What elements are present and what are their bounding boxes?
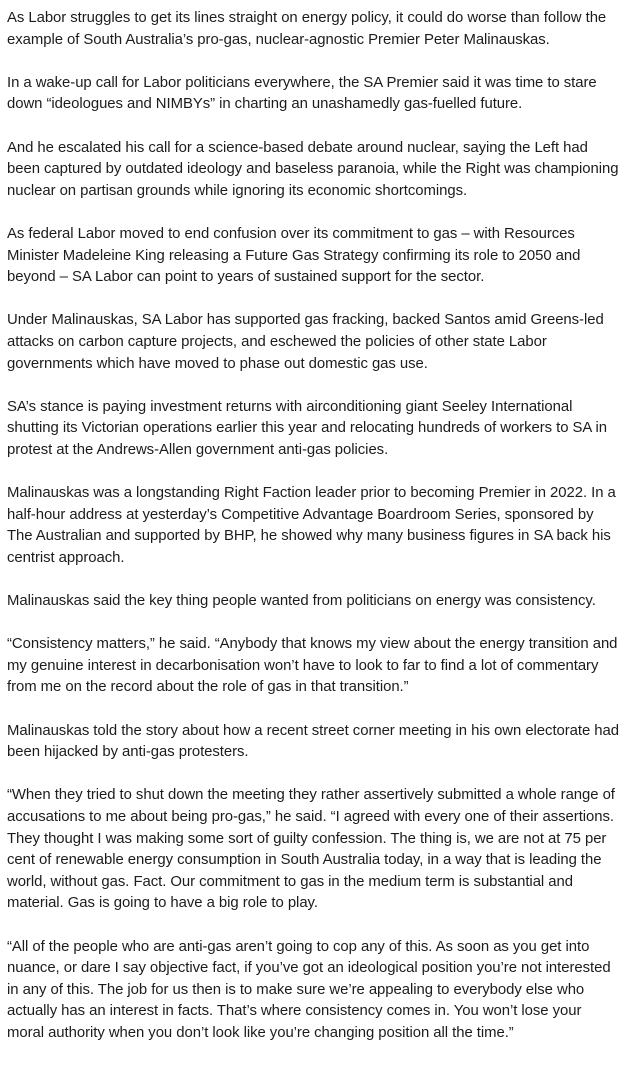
article-paragraph: “Consistency matters,” he said. “Anybody that knows my view about the energy transition and my genuine interest in decarbonisation won’t have to look to far to find a lot of commentary from me on the record about the role of gas in that transition.” (7, 636, 618, 696)
article-paragraph: Under Malinauskas, SA Labor has supported gas fracking, backed Santos amid Greens-led attacks on carbon capture projects, and eschewed the policies of other state Labor governments which have moved to phase out domestic gas use. (7, 312, 604, 372)
article-paragraph: As Labor struggles to get its lines straight on energy policy, it could do worse than follow the example of South Australia’s pro-gas, nuclear-agnostic Premier Peter Malinauskas. (7, 10, 607, 48)
article-paragraph: Malinauskas said the key thing people wanted from politicians on energy was consistency. (7, 593, 596, 610)
article-paragraph: And he escalated his call for a science-based debate around nuclear, saying the Left had been captured by outdated ideology and baseless paranoia, while the Right was championing nuclear on partisan grounds while ignoring its economic shortcomings. (7, 139, 619, 199)
article-paragraph: Malinauskas was a longstanding Right Faction leader prior to becoming Premier in 2022. In a half-hour address at yesterday’s Competitive Advantage Boardroom Series, sponsored by The Australian and supported by BHP, he showed why many business figures in SA back his centrist approach. (7, 485, 616, 566)
article-body (7, 8, 619, 1066)
article-paragraph: As federal Labor moved to end confusion over its commitment to gas – with Resources Minister Madeleine King releasing a Future Gas Strategy confirming its role to 2050 and beyond – SA Labor can point to years of sustained support for the sector. (7, 225, 581, 286)
article-paragraph: “When they tried to shut down the meeting they rather assertively submitted a whole range of accusations to me about being pro-gas,” he said. “I agreed with every one of their assertions. They thought I was making some sort of guilty confession. The thing is, we are not at 75 per cent of renewable energy consumption in South Australia today, in a way that is leading the world, without gas. Fact. Our commitment to gas in the medium term is substantial and material. Gas is going to have a big role to play. (7, 787, 615, 912)
article-paragraph: Malinauskas told the story about how a recent street corner meeting in his own electorate had been hijacked by anti-gas protesters. (7, 722, 619, 761)
article-paragraph: In a wake-up call for Labor politicians everywhere, the SA Premier said it was time to stare down “ideologues and NIMBYs” in charting an unashamedly gas-fuelled future. (7, 74, 597, 113)
article-paragraph: “All of the people who are anti-gas aren’t going to cop any of this. As soon as you get into nuance, or dare I say objective fact, if you’ve got an ideological position you’re not interested in any of this. The job for us then is to make sure we’re appealing to everybody else who actually has an interest in facts. That’s where consistency comes in. You won’t lose your moral authority when you don’t look like you’re changing position all the time.” (7, 938, 611, 1041)
article-paragraph: SA’s stance is paying investment returns with airconditioning giant Seeley International shutting its Victorian operations earlier this year and relocating hundreds of workers to SA in protest at the Andrews-Allen government anti-gas policies. (7, 398, 608, 458)
